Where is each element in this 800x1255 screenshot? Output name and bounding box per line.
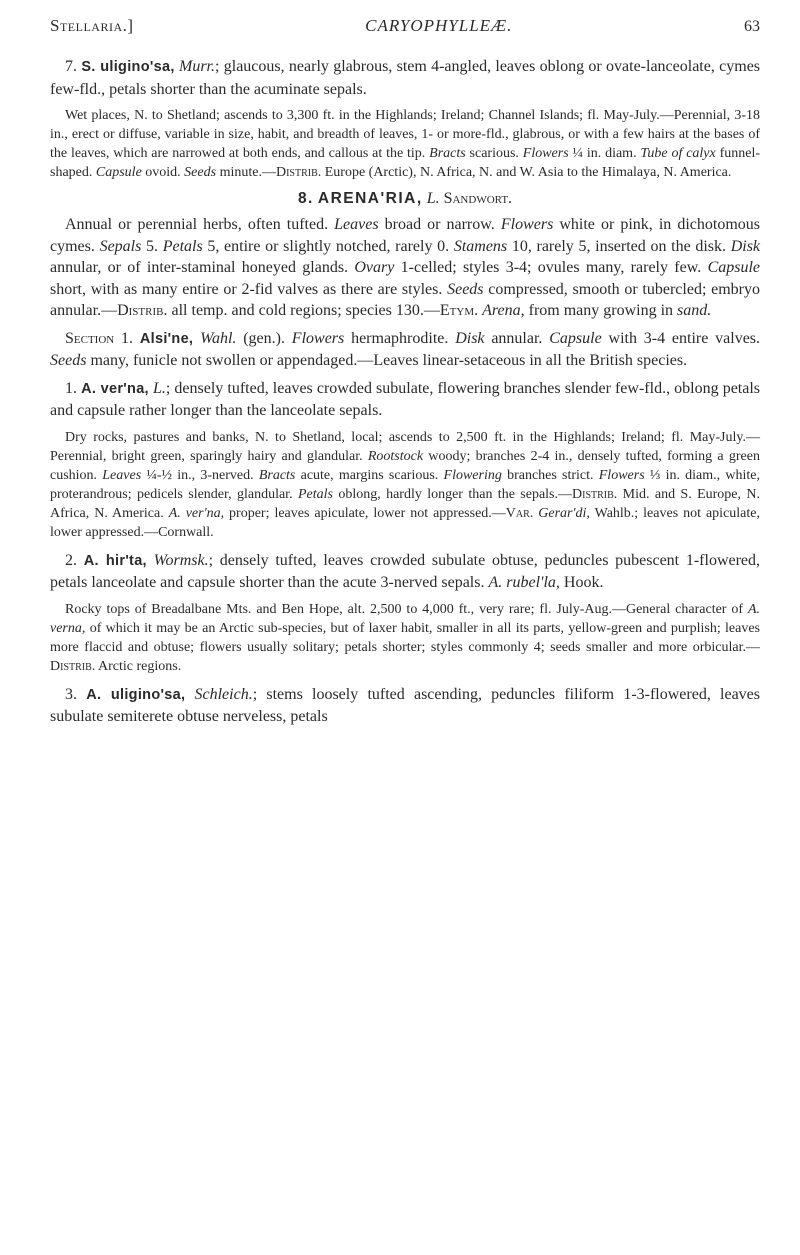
species-number: 3. — [65, 685, 77, 703]
etym-word: Arena, — [482, 302, 525, 319]
desc-text: 5, entire or slightly notched, rarely 0. — [202, 237, 454, 255]
term-sepals: Sepals — [99, 237, 142, 255]
species-name: A. hir'ta, — [83, 552, 147, 569]
term-petals: Petals — [297, 486, 333, 502]
running-head-title: CARYOPHYLLEÆ. — [365, 16, 513, 35]
species-note-7 — [50, 106, 760, 182]
genus-common-name: Sandwort. — [443, 190, 513, 207]
term-bracts: Bracts — [429, 146, 466, 161]
term-flowers: Flowers — [500, 216, 554, 233]
section-description — [50, 328, 760, 372]
desc-text: broad or narrow. — [378, 216, 501, 233]
distrib-label: Distrib. — [572, 486, 618, 502]
desc-text: from many growing in — [524, 302, 678, 319]
species-number: 2. — [65, 551, 77, 569]
species-authority: Wormsk. — [153, 551, 209, 569]
desc-text: Annual or perennial herbs, often tufted. — [65, 216, 335, 233]
note-text: acute, margins scarious. — [295, 467, 444, 483]
desc-text: (gen.). — [236, 329, 292, 347]
species-authority: L. — [152, 379, 166, 397]
desc-text: 5. — [141, 237, 163, 255]
distrib-label: Distrib. — [50, 658, 96, 674]
variety-label: Var. — [505, 505, 534, 521]
note-text: Wahlb.; leaves not apiculate, lower appressed.—Cornwall. — [50, 505, 760, 540]
species-entry-a2 — [50, 550, 760, 594]
desc-text: short, with as many entire or 2-fid valves as there are styles. — [50, 280, 448, 298]
species-number: 7. — [65, 58, 77, 75]
note-text: ⅓ in. diam., white, proterandrous; pedicels slender, glandular. — [50, 467, 760, 502]
note-text: Rocky tops of Breadalbane Mts. and Ben Hope, alt. 2,500 to 4,000 ft., very rare; fl. July-Aug.—General character of — [65, 601, 748, 617]
desc-text: annular. — [484, 329, 550, 347]
genus-name: ARENA'RIA, — [317, 190, 423, 207]
genus-description — [50, 214, 760, 322]
note-text: Wet places, N. to Shetland; ascends to 3,300 ft. in the Highlands; Ireland; Channel Islands; fl. May-July.—Perennial, 3-18 in., erect or diffuse, variable in size, habit, and breadth of leaves, 1- or more-fld., glabrous, or with a few hairs at the bases of the leaves, which are narrowed at both ends, and callous at the tip. — [50, 108, 760, 161]
species-entry-a3 — [50, 684, 760, 728]
desc-text: annular, or of inter-staminal honeyed glands. — [50, 259, 355, 276]
term-leaves: Leaves — [102, 467, 142, 483]
note-text: Dry rocks, pastures and banks, N. to Shetland, local; ascends to 2,500 ft. in the Highlands; Ireland; fl. May-July.—Perennial, bright green, sparingly hairy and glandular. — [50, 429, 760, 464]
species-description: ; densely tufted, leaves crowded subulate, flowering branches slender few-fld., oblong petals and capsule rather longer than the lanceolate sepals. — [50, 379, 761, 419]
synonym-authority: Hook. — [563, 574, 604, 591]
species-description: ; glaucous, nearly glabrous, stem 4-angled, leaves oblong or ovate-lanceolate, cymes few-fld., petals shorter than the acuminate sepals. — [50, 58, 761, 98]
term-flowering: Flowering — [443, 467, 502, 483]
species-authority: Schleich. — [194, 685, 253, 703]
term-seeds: Seeds — [447, 280, 484, 298]
note-text: woody; branches 2-4 in., densely tufted, forming a green cushion. — [50, 448, 760, 483]
species-description: ; densely tufted, leaves crowded subulate obtuse, peduncles pubescent 1-flowered, petals lanceolate and capsule shorter than the acute 3-nerved sepals. — [50, 551, 761, 591]
term-disk: Disk — [730, 237, 761, 255]
species-number: 1. — [65, 379, 77, 397]
note-text: minute.— — [216, 165, 276, 180]
desc-text: 1. — [114, 329, 140, 347]
desc-text: compressed, smooth or tubercled; embryo annular.— — [50, 280, 761, 319]
desc-text: many, funicle not swollen or appendaged.—Leaves linear-setaceous in all the British species. — [86, 352, 688, 369]
note-text: branches strict. — [501, 467, 599, 483]
note-text: funnel-shaped. — [50, 146, 760, 180]
term-stamens: Stamens — [453, 237, 508, 255]
note-text: proper; leaves apiculate, lower not appressed.— — [224, 505, 506, 521]
note-text: Mid. and S. Europe, N. Africa, N. America. — [50, 486, 760, 521]
section-label: Section — [65, 329, 115, 347]
term-flowers: Flowers — [598, 467, 645, 483]
desc-text: 10, rarely 5, inserted on the disk. — [507, 237, 731, 255]
term-capsule: Capsule — [707, 259, 761, 276]
distrib-label: Distrib. — [117, 302, 168, 319]
etym-sand: sand. — [677, 302, 712, 319]
genus-heading — [50, 190, 760, 208]
species-name: A. uligino'sa, — [86, 686, 186, 703]
term-disk: Disk — [455, 329, 485, 347]
species-description: ; stems loosely tufted ascending, peduncles filiform 1-3-flowered, leaves subulate semiterete obtuse nerveless, petals — [50, 685, 761, 725]
genus-authority: L. — [426, 190, 440, 207]
note-text: of which it may be an Arctic sub-species, but of laxer habit, smaller in all its parts, yellow-green and purplish; leaves more flaccid and obtuse; flowers usually solitary; petals shorter; styles commonly 4; seeds smaller and more orbicular.— — [50, 620, 760, 655]
term-capsule: Capsule — [549, 329, 602, 347]
term-bracts: Bracts — [258, 467, 296, 483]
section-name: Alsi'ne, — [139, 330, 194, 347]
note-text: Arctic regions. — [95, 658, 182, 674]
note-text: scarious. — [465, 146, 523, 161]
running-head-left: Stellaria.] — [50, 16, 134, 35]
cross-reference: A. verna, — [50, 601, 760, 636]
desc-text: hermaphrodite. — [344, 329, 456, 347]
term-seeds: Seeds — [50, 352, 87, 369]
species-entry-7 — [50, 56, 760, 100]
desc-text: 1-celled; styles 3-4; ovules many, rarely few. — [394, 259, 708, 276]
species-authority: Murr. — [178, 58, 215, 75]
term-flowers: Flowers — [522, 146, 569, 161]
term-rootstock: Rootstock — [367, 448, 424, 464]
term-capsule: Capsule — [95, 165, 142, 180]
species-note-a1 — [50, 428, 760, 542]
term-leaves: Leaves — [334, 216, 379, 233]
species-entry-a1 — [50, 378, 760, 422]
term-seeds: Seeds — [184, 165, 217, 180]
distrib-label: Distrib. — [275, 165, 322, 180]
note-text: ¼ in. diam. — [568, 146, 641, 161]
desc-text: all temp. and cold regions; species 130.— — [167, 302, 440, 319]
species-name: A. ver'na, — [81, 380, 149, 397]
variety-name: A. ver'na, — [168, 505, 225, 521]
variety-name: Gerar'di, — [538, 505, 590, 521]
synonym-name: A. rubel'la, — [488, 574, 560, 591]
genus-number: 8. — [297, 190, 314, 207]
term-tube: Tube of calyx — [640, 146, 716, 161]
note-text: ovoid. — [141, 165, 185, 180]
etym-label: Etym. — [439, 302, 479, 319]
section-authority: Wahl. — [200, 329, 237, 347]
running-head — [50, 16, 760, 56]
species-name: S. uligino'sa, — [81, 59, 175, 75]
desc-text: white or pink, in dichotomous cymes. — [50, 216, 761, 255]
note-text: oblong, hardly longer than the sepals.— — [332, 486, 572, 502]
term-ovary: Ovary — [354, 259, 395, 276]
term-petals: Petals — [162, 237, 203, 255]
term-flowers: Flowers — [291, 329, 345, 347]
desc-text: with 3-4 entire valves. — [601, 329, 761, 347]
page-number: 63 — [744, 18, 760, 35]
species-note-a2 — [50, 600, 760, 676]
note-text: ¼-½ in., 3-nerved. — [141, 467, 259, 483]
note-text: Europe (Arctic), N. Africa, N. and W. Asia to the Himalaya, N. America. — [321, 165, 732, 180]
